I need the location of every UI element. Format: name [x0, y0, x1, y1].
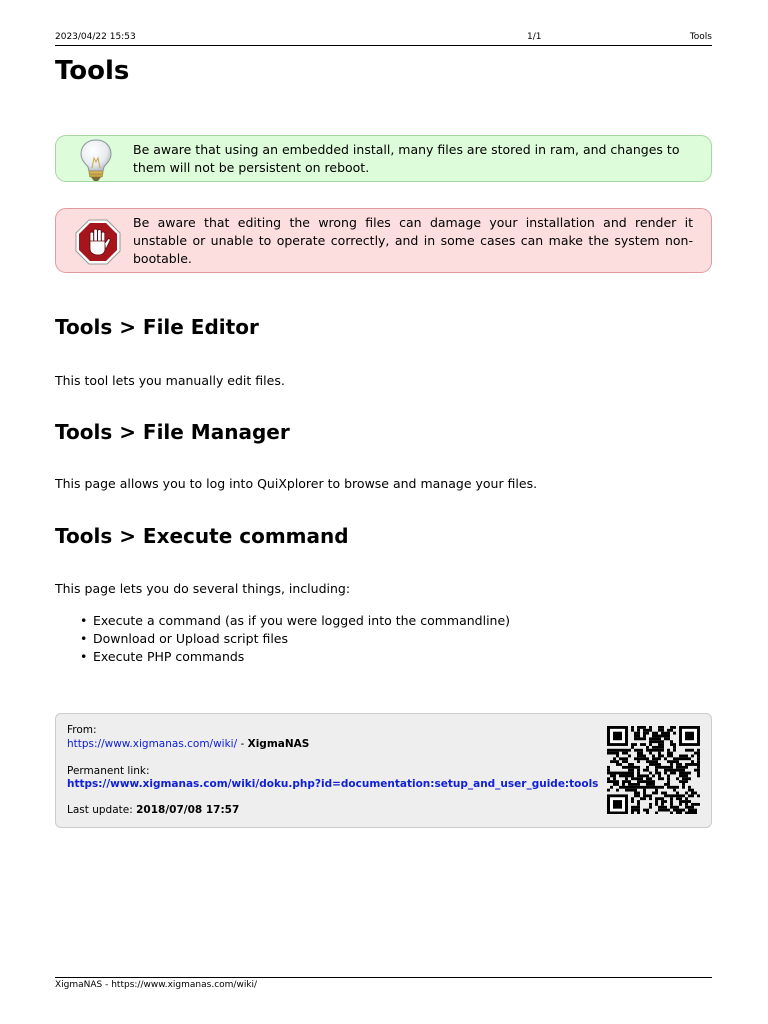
stop-hand-icon — [75, 219, 121, 270]
section-body-file-manager: This page allows you to log into QuiXplorer to browse and manage your files. — [55, 476, 538, 491]
last-update-value: 2018/07/08 17:57 — [136, 804, 240, 816]
header-datetime: 2023/04/22 15:53 — [55, 32, 136, 42]
page-header — [55, 32, 712, 46]
last-update-line — [67, 804, 239, 816]
section-body-execute-command: This page lets you do several things, including: — [55, 581, 351, 596]
document-page — [55, 0, 712, 1024]
bullet-icon: • — [80, 631, 88, 646]
list-item-text: Download or Upload script files — [93, 631, 288, 646]
list-item-text: Execute PHP commands — [93, 649, 245, 664]
page-footer: XigmaNAS - https://www.xigmanas.com/wiki/ — [55, 977, 712, 990]
tip-text: Be aware that using an embedded install, many files are stored in ram, and changes to them will not be persistent on reboot. — [133, 142, 680, 175]
page-title: Tools — [55, 56, 130, 86]
section-body-file-editor: This tool lets you manually edit files. — [55, 373, 285, 388]
list-item — [55, 630, 510, 648]
section-heading-file-manager: Tools > File Manager — [55, 420, 290, 444]
qr-code-icon — [607, 726, 701, 814]
last-update-label: Last update: — [67, 804, 133, 816]
lightbulb-icon — [78, 138, 114, 187]
permalink-label: Permanent link: — [67, 765, 150, 777]
from-line — [67, 738, 309, 750]
header-page-number: 1/1 — [527, 32, 542, 42]
list-item — [55, 648, 510, 666]
from-label: From: — [67, 724, 97, 736]
warning-note — [55, 208, 712, 273]
section-heading-file-editor: Tools > File Editor — [55, 315, 259, 339]
document-meta-box — [55, 713, 712, 828]
list-item-text: Execute a command (as if you were logged into the commandline) — [93, 613, 511, 628]
header-section: Tools — [689, 32, 712, 42]
from-separator: - — [237, 738, 248, 750]
section-heading-execute-command: Tools > Execute command — [55, 524, 349, 548]
warning-text: Be aware that editing the wrong files can damage your installation and render it unstable or unable to operate correctly, and in some cases can make the system non-bootable. — [133, 215, 693, 266]
list-item — [55, 612, 510, 630]
bullet-icon: • — [80, 649, 88, 664]
tip-note — [55, 135, 712, 182]
bullet-icon: • — [80, 613, 88, 628]
from-link[interactable]: https://www.xigmanas.com/wiki/ — [67, 738, 238, 750]
permalink-link[interactable]: https://www.xigmanas.com/wiki/doku.php?id=documentation:setup_and_user_guide:tools — [67, 778, 599, 790]
site-name: XigmaNAS — [247, 738, 310, 750]
execute-features-list — [55, 612, 510, 666]
